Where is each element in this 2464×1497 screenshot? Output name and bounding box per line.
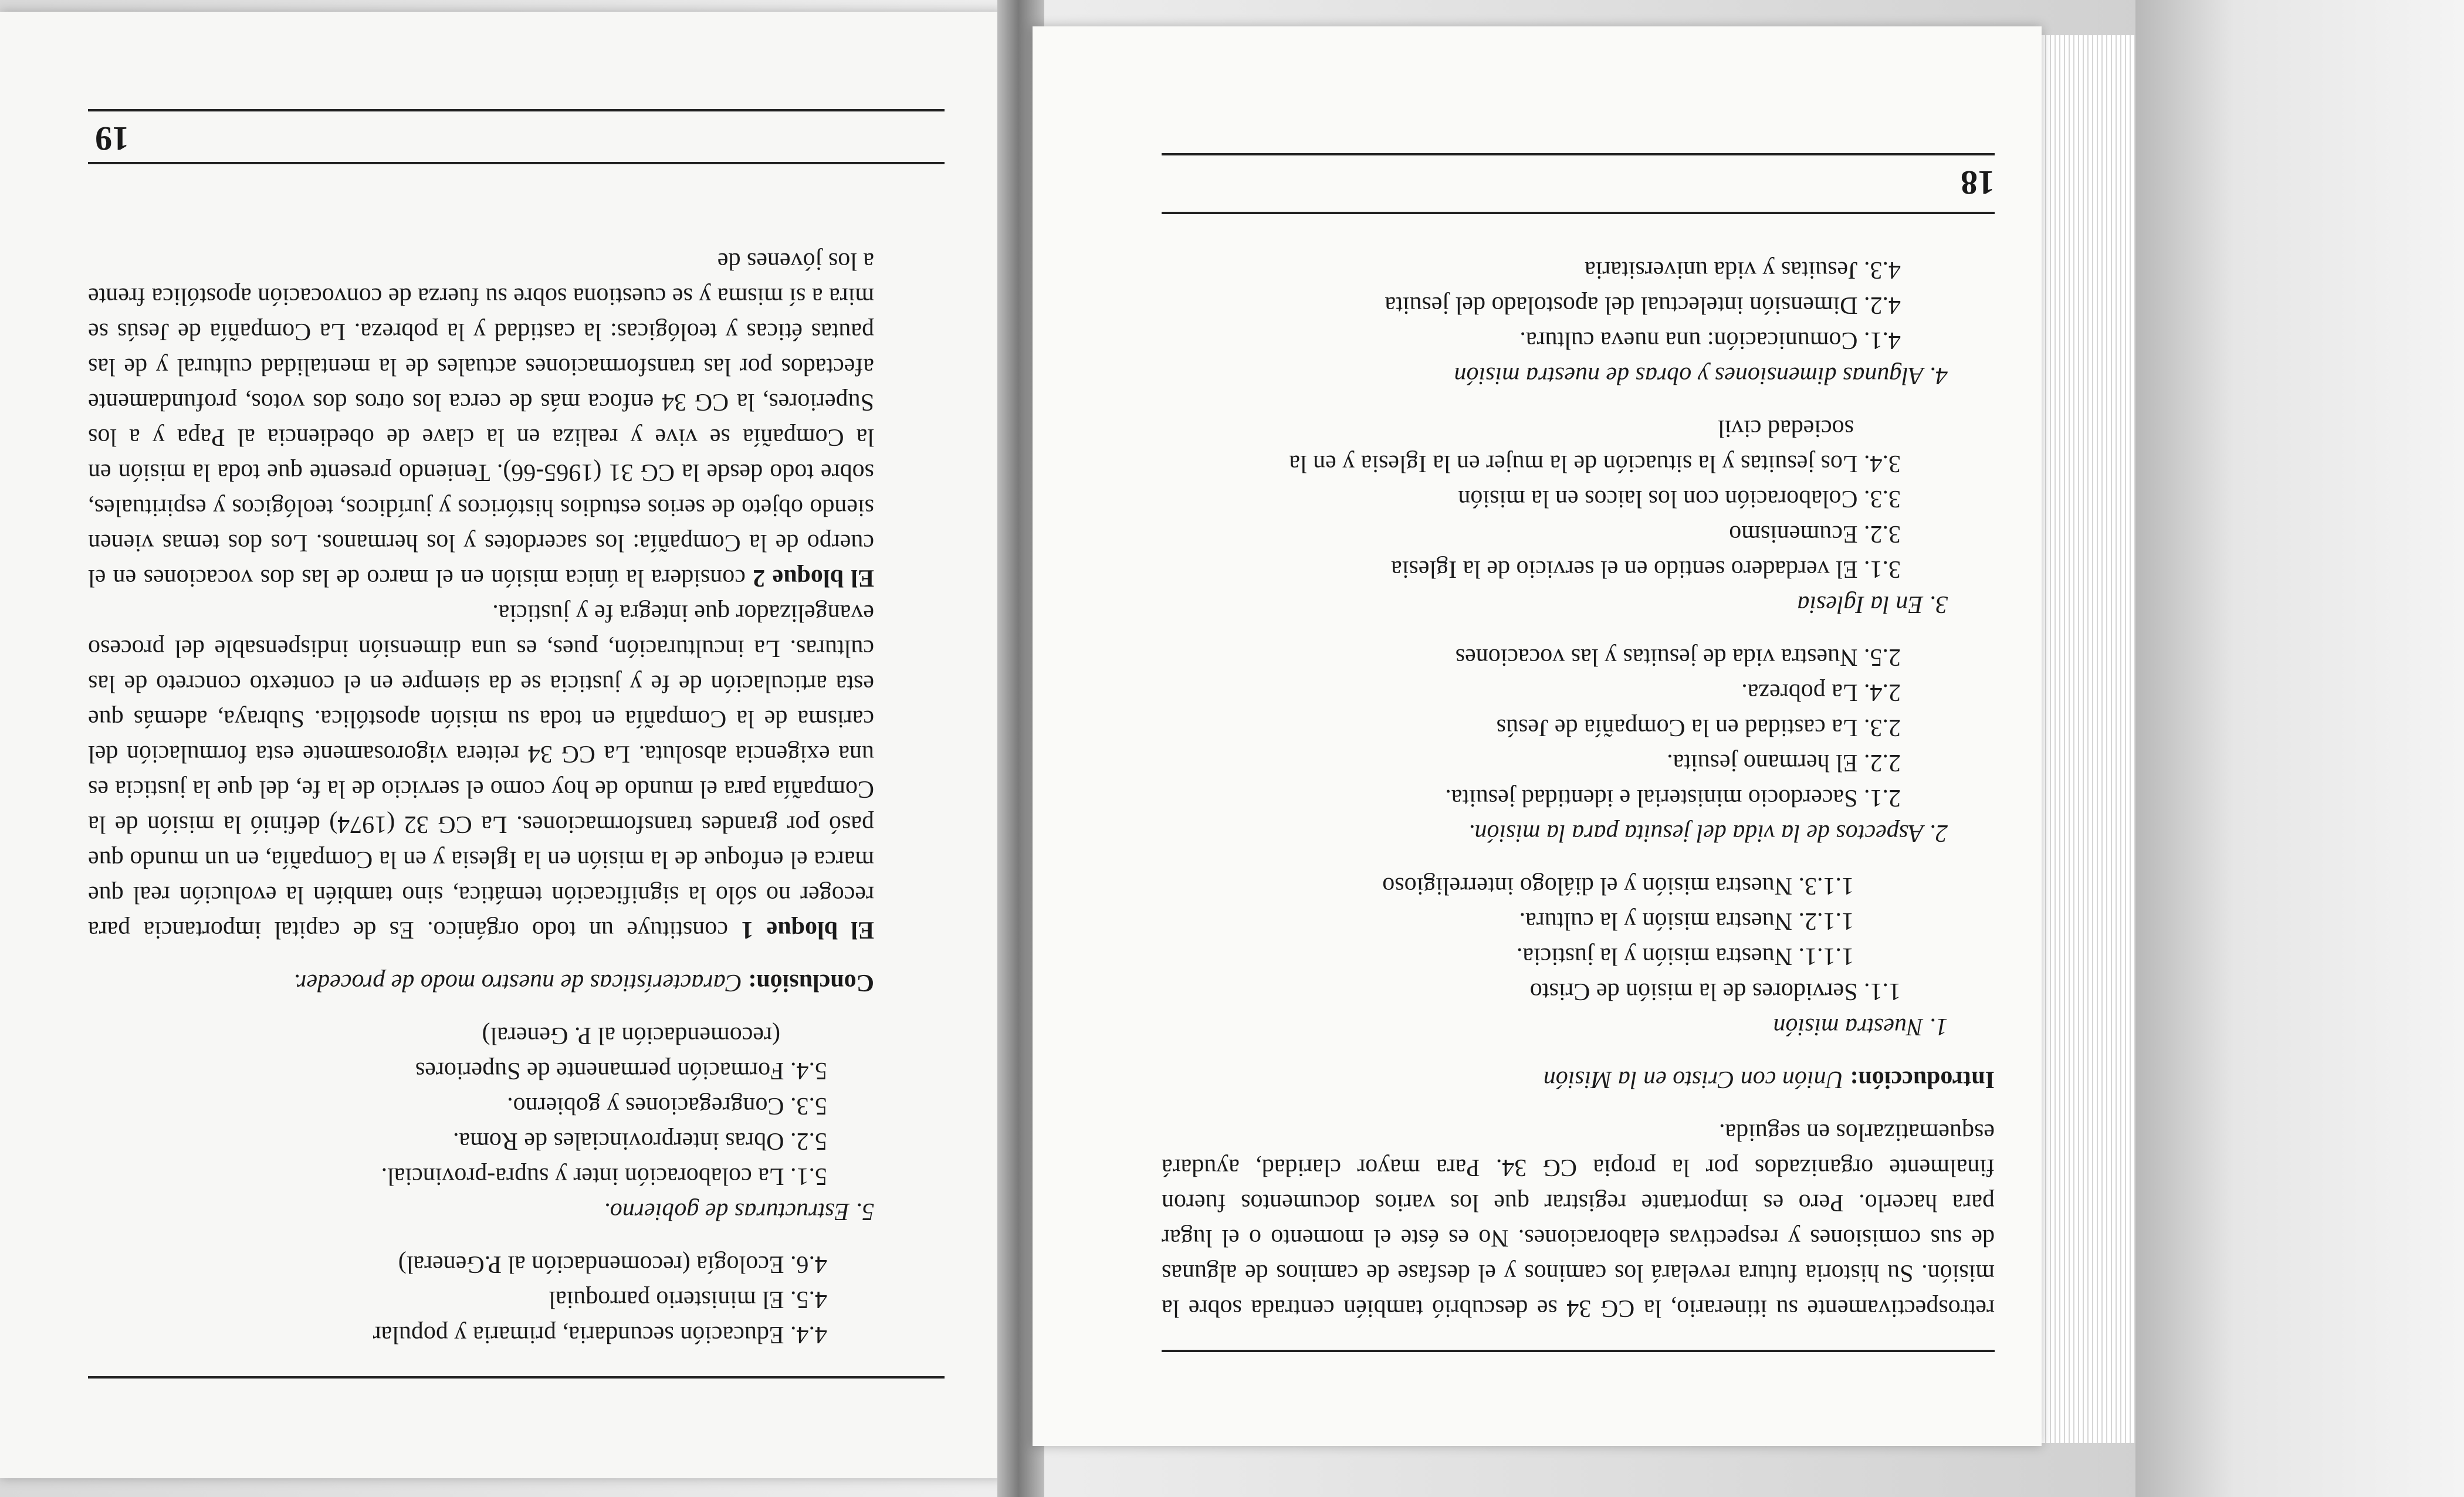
background-right bbox=[2135, 0, 2464, 1497]
list-item: 4.6. Ecología (recomendación al P.General) bbox=[398, 1251, 827, 1278]
page-number: 19 bbox=[95, 120, 129, 158]
outline-heading: 4. Algunas dimensiones y obras de nuestra misión bbox=[1454, 362, 1948, 389]
outline-item: 3.1. El verdadero sentido en el servicio de la Iglesia bbox=[1391, 556, 1901, 582]
outline-item: 1.1. Servidores de la misión de Cristo bbox=[1529, 978, 1901, 1005]
page-number: 18 bbox=[1961, 164, 1995, 202]
list-item: 5.1. La colaboración inter y supra-provincial. bbox=[381, 1163, 827, 1190]
outline-item: 1.1.2. Nuestra misión y la cultura. bbox=[1519, 907, 1854, 934]
list-item: 4.5. El ministerio parroquial bbox=[549, 1286, 827, 1313]
bottom-rule bbox=[1162, 212, 1995, 214]
outline-item: sociedad civil bbox=[1717, 415, 1854, 442]
outline-item: 4.1. Comunicación: una nueva cultura. bbox=[1519, 327, 1901, 354]
top-rule bbox=[1162, 1350, 1995, 1352]
outline-item: 2.1. Sacerdocio ministerial e identidad jesuita. bbox=[1445, 784, 1901, 811]
bloque-1-label: El bloque 1 bbox=[741, 916, 874, 943]
outline-item: 2.5. Nuestra vida de jesuitas y las vocaciones bbox=[1455, 643, 1901, 670]
right-body bbox=[1162, 252, 1995, 1326]
conclusion-line bbox=[88, 965, 874, 1000]
conclusion-label: Conclusión: bbox=[748, 969, 874, 996]
introduccion-line bbox=[1162, 1062, 1995, 1097]
left-page bbox=[0, 12, 1003, 1478]
page-edges bbox=[2042, 35, 2135, 1443]
outline-item: 3.2. Ecumenismo bbox=[1729, 520, 1901, 547]
outline-item: 4.3. Jesuitas y vida universitaria bbox=[1585, 256, 1901, 283]
outline-item: 1.1.1. Nuestra misión y la justicia. bbox=[1516, 943, 1854, 970]
left-top-list bbox=[88, 243, 874, 1352]
bottom-rule bbox=[88, 162, 945, 164]
bloque-1-text: constituye un todo orgánico. Es de capital importancia para recoger no sólo la significación temática, sino también la evolución real que marca el enfoque de la misión en la Iglesia y en la Compañía, en un mundo que pasó por grandes transformaciones. La CG 32 (1974) definió la misión de la Compañía para el mundo de hoy como el servicio de la fe, del que la justicia es una exigencia absoluta. La CG 34 reitera vigorosamente esta formulación del carisma de la Compañía en toda su misión apostólica. Subraya, además que esta articulación de fe y justicia se da siempre en el contexto concreto de las culturas. La inculturación, pues, es una dimensión indispensable del proceso evangelizador que integra fe y justicia. bbox=[87, 600, 874, 943]
list-item: 5.3. Congregaciones y gobierno. bbox=[507, 1092, 827, 1119]
list-item: 5.2. Obras interprovinciales de Roma. bbox=[453, 1127, 827, 1154]
outline-item: 4.2. Dimensión intelectual del apostolado del jesuita bbox=[1385, 292, 1901, 319]
footer-rule bbox=[88, 109, 945, 111]
footer-rule bbox=[1162, 153, 1995, 155]
paragraph-bloque-2 bbox=[88, 243, 874, 595]
left-page-content-rotated bbox=[0, 12, 1003, 1478]
outline-item: 3.3. Colaboración con los laicos en la misión bbox=[1458, 485, 1901, 512]
conclusion-text: Características de nuestro modo de proceder. bbox=[293, 969, 742, 996]
list-item: 5.4. Formación permanente de Superiores bbox=[415, 1057, 827, 1084]
outline-heading: 3. En la Iglesia bbox=[1797, 591, 1948, 618]
outline-heading: 1. Nuestra misión bbox=[1773, 1013, 1948, 1040]
right-page bbox=[1033, 26, 2042, 1446]
introduccion-text: Unión con Cristo en la Misión bbox=[1543, 1066, 1844, 1093]
outline-item: 1.1.3. Nuestra misión y el diálogo interreligioso bbox=[1382, 872, 1854, 899]
bloque-2-text: considera la única misión en el marco de las dos vocaciones en el cuerpo de la Compañía: los sacerdotes y los hermanos. Los dos temas vienen siendo objeto de serios estudios históricos y jurídicos, teológicos y espirituales, sobre todo desde la CG 31 (1965-66). Teniendo presente que toda la misión en la Compañía se vive y realiza en la clave de obediencia al Papa y a los Superiores, la CG 34 enfoca más de cerca los otros dos votos, profundamente afectados por las transformaciones actuales de la mentalidad cultural y de las pautas éticas y teológicas: la castidad y la pobreza. La Compañía de Jesús se mira a sí misma y se cuestiona sobre su fuerza de convocación apostólica frente a los jóvenes de bbox=[87, 248, 874, 591]
outline-item: 3.4. Los jesuitas y la situación de la mujer en la Iglesia y en la bbox=[1289, 450, 1901, 477]
top-rule bbox=[88, 1376, 945, 1379]
introduccion-label: Introducción: bbox=[1850, 1066, 1995, 1093]
outline-list bbox=[1162, 252, 1995, 1044]
bloque-2-label: El bloque 2 bbox=[753, 564, 874, 591]
outline-item: 2.3. La castidad en la Compañía de Jesús bbox=[1496, 714, 1901, 741]
right-page-content-rotated bbox=[1033, 26, 2042, 1446]
paragraph-bloque-1 bbox=[88, 595, 874, 947]
outline-item: 2.4. La pobreza. bbox=[1741, 679, 1901, 706]
intro-paragraph: retrospectivamente su itinerario, la CG 34 se descubrió también centrada sobre la misión. Su historia futura revelará los caminos y el desfase de caminos de algunas de sus comisiones y respectivas elaboraciones. No es éste el momento o el lugar para hacerlo. Pero es importante registrar que los varios documentos fueron finalmente organizados por la propia CG 34. Para mayor claridad, ayudará esquematizarlos en seguida. bbox=[1162, 1119, 1995, 1322]
outline-heading: 2. Aspectos de la vida del jesuita para la misión. bbox=[1468, 819, 1948, 846]
list-item: 4.4. Educación secundaria, primaria y popular bbox=[373, 1321, 827, 1348]
list-item: (recomendación al P. General) bbox=[482, 1022, 780, 1049]
section-heading: 5. Estructuras de gobierno. bbox=[604, 1198, 874, 1225]
outline-item: 2.2. El hermano jesuita. bbox=[1667, 749, 1901, 776]
